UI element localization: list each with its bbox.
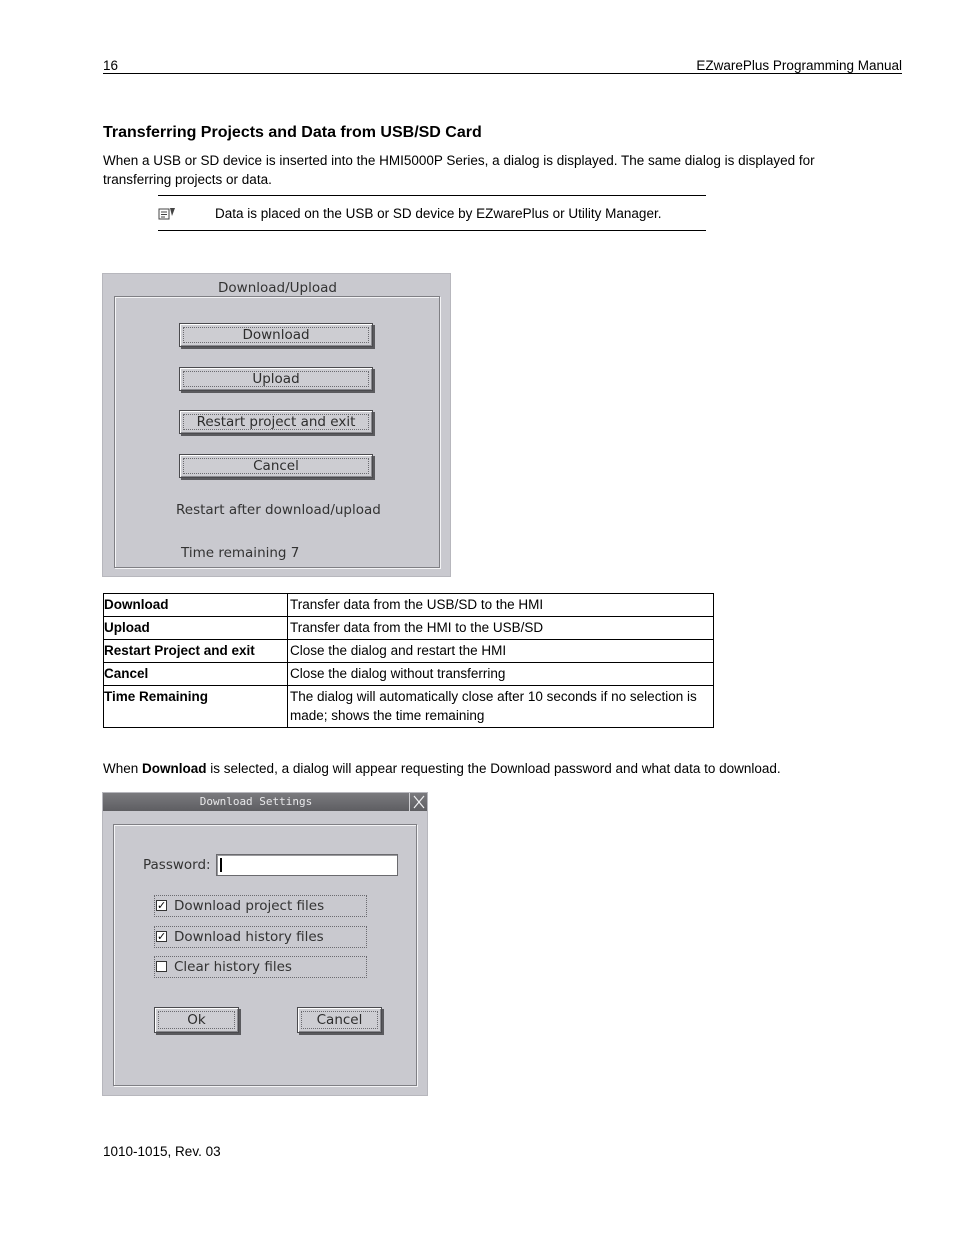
option-clear-history-files[interactable] [154,956,367,978]
table-term: Cancel [104,663,288,686]
table-term: Time Remaining [104,686,288,728]
table-term: Download [104,594,288,617]
checkmark-icon[interactable]: ✓ [157,899,167,912]
close-icon[interactable] [409,793,428,811]
page-number: 16 [103,58,119,73]
table-row [104,686,714,728]
table-row [104,594,714,617]
manual-title: EZwarePlus Programming Manual [696,58,902,73]
restart-project-button[interactable] [179,410,373,434]
note-icon [158,207,176,221]
upload-button[interactable] [179,367,373,391]
download-upload-dialog [102,273,451,577]
table-desc: Transfer data from the HMI to the USB/SD [288,617,714,640]
note-bottom-rule [158,230,706,231]
description-table [103,593,714,728]
time-remaining-text: Time remaining 7 [181,545,300,561]
sentence-bold: Download [142,761,207,776]
download-sentence [103,759,863,778]
sentence-suffix: is selected, a dialog will appear requesting the Download password and what data to download. [206,761,781,776]
checkmark-icon[interactable]: ✓ [157,930,167,943]
table-row [104,640,714,663]
upload-button-label: Upload [252,371,300,387]
table-desc: Close the dialog without transferring [288,663,714,686]
download-button[interactable] [179,323,373,347]
doc-number: 1010-1015, Rev. 03 [103,1144,221,1159]
table-desc: The dialog will automatically close after 10 seconds if no selection is made; shows the time remaining [288,686,714,728]
cancel-button[interactable] [179,454,373,478]
table-desc: Transfer data from the USB/SD to the HMI [288,594,714,617]
sentence-prefix: When [103,761,143,776]
checkbox-icon[interactable] [156,961,167,972]
download-settings-dialog [102,792,428,1096]
table-term: Upload [104,617,288,640]
password-input[interactable] [216,854,398,876]
note-top-rule [158,195,706,196]
option-download-project-files[interactable] [154,895,367,917]
ok-button[interactable] [154,1007,239,1033]
dialog-title: Download Settings [199,795,313,808]
cancel-button-label: Cancel [316,1012,363,1028]
table-desc: Close the dialog and restart the HMI [288,640,714,663]
note-text: Data is placed on the USB or SD device by EZwarePlus or Utility Manager. [215,206,662,221]
cancel-button[interactable] [297,1007,382,1033]
cancel-button-label: Cancel [253,458,299,474]
intro-line-1: When a USB or SD device is inserted into the HMI5000P Series, a dialog is displayed. The same dialog is displayed for [103,153,815,168]
dialog-title: Download/Upload [218,280,337,296]
download-button-label: Download [242,327,310,343]
restart-project-button-label: Restart project and exit [196,414,356,430]
option-label: Download project files [174,898,325,914]
text-caret [220,858,222,872]
intro-line-2: transferring projects or data. [103,172,272,187]
table-row [104,617,714,640]
restart-after-text: Restart after download/upload [176,502,381,518]
option-label: Download history files [174,929,324,945]
option-download-history-files[interactable] [154,926,367,948]
header-rule [103,73,902,74]
password-label: Password: [143,857,211,873]
ok-button-label: Ok [187,1012,206,1028]
option-label: Clear history files [174,959,292,975]
dialog-titlebar [103,793,427,811]
table-row [104,663,714,686]
section-title: Transferring Projects and Data from USB/SD Card [103,124,482,141]
table-term: Restart Project and exit [104,640,288,663]
